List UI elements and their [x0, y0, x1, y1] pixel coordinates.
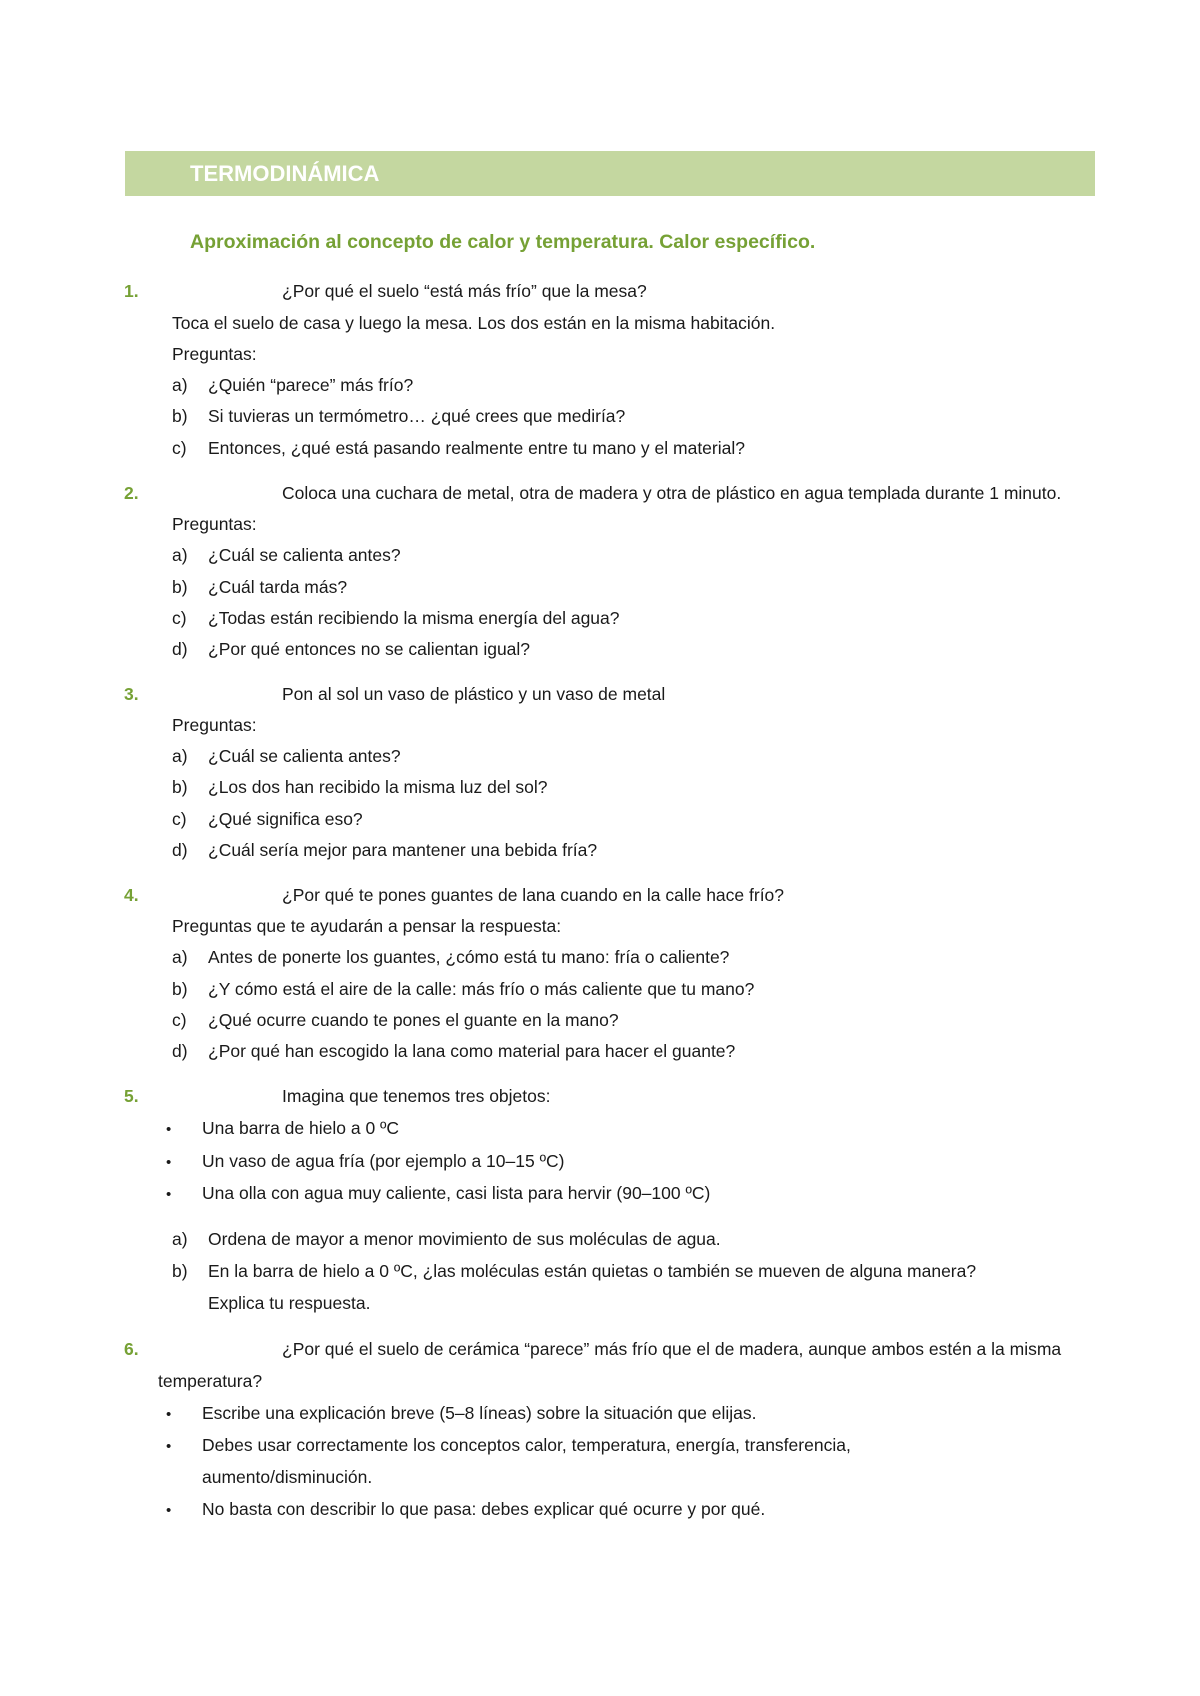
sub-label: d) — [172, 639, 188, 659]
sub-question — [172, 638, 530, 660]
sub-text: ¿Por qué han escogido la lana como material para hacer el guante? — [208, 1041, 736, 1061]
sub-label: c) — [172, 1010, 187, 1030]
sub-text: ¿Cuál sería mejor para mantener una bebida fría? — [208, 840, 598, 860]
sub-question — [172, 437, 745, 459]
question-number: 6. — [124, 1339, 139, 1359]
sub-text: ¿Todas están recibiendo la misma energía del agua? — [208, 608, 620, 628]
sub-label: c) — [172, 608, 187, 628]
sub-label: b) — [172, 406, 188, 426]
question-number: 2. — [124, 483, 139, 503]
question-text: ¿Por qué el suelo de cerámica “parece” más frío que el de madera, aunque ambos estén a la misma — [282, 1339, 1062, 1359]
bullet-marker: • — [166, 1186, 172, 1203]
bullet-marker: • — [166, 1438, 172, 1455]
sub-question — [172, 1260, 976, 1282]
question-intro: Preguntas que te ayudarán a pensar la respuesta: — [172, 916, 562, 936]
bullet-item — [166, 1402, 756, 1426]
bullet-text: Un vaso de agua fría (por ejemplo a 10–15 ºC) — [202, 1151, 565, 1171]
sub-question — [172, 544, 401, 566]
sub-text: ¿Cuál tarda más? — [208, 577, 348, 597]
sub-label: a) — [172, 746, 188, 766]
bullet-marker: • — [166, 1121, 172, 1138]
bullet-text: Escribe una explicación breve (5–8 líneas) sobre la situación que elijas. — [202, 1403, 757, 1423]
sub-text: ¿Cuál se calienta antes? — [208, 746, 401, 766]
bullet-text: Una barra de hielo a 0 ºC — [202, 1118, 400, 1138]
question-number: 5. — [124, 1086, 139, 1106]
sub-label: c) — [172, 438, 187, 458]
sub-question — [172, 405, 625, 427]
bullet-text: Debes usar correctamente los conceptos calor, temperatura, energía, transferencia, — [202, 1435, 851, 1455]
sub-question-continuation: Explica tu respuesta. — [208, 1293, 371, 1313]
question-number: 4. — [124, 885, 139, 905]
sub-label: a) — [172, 1229, 188, 1249]
sub-text: ¿Y cómo está el aire de la calle: más frío o más caliente que tu mano? — [208, 979, 755, 999]
question-1 — [124, 280, 647, 302]
sub-text: ¿Cuál se calienta antes? — [208, 545, 401, 565]
sub-label: a) — [172, 947, 188, 967]
bullet-item — [166, 1117, 399, 1141]
sub-label: d) — [172, 840, 188, 860]
question-intro: Preguntas: — [172, 514, 257, 534]
bullet-text: No basta con describir lo que pasa: debes explicar qué ocurre y por qué. — [202, 1499, 766, 1519]
sub-text: ¿Quién “parece” más frío? — [208, 375, 414, 395]
sub-question — [172, 1228, 721, 1250]
bullet-text: Una olla con agua muy caliente, casi lista para hervir (90–100 ºC) — [202, 1183, 711, 1203]
question-text: Pon al sol un vaso de plástico y un vaso de metal — [282, 684, 666, 704]
question-number: 3. — [124, 684, 139, 704]
document-subtitle: Aproximación al concepto de calor y temperatura. Calor específico. — [190, 231, 816, 253]
bullet-continuation: aumento/disminución. — [202, 1467, 373, 1487]
sub-text: En la barra de hielo a 0 ºC, ¿las moléculas están quietas o también se mueven de alguna manera? — [208, 1261, 977, 1281]
sub-question — [172, 576, 347, 598]
sub-question — [172, 1040, 735, 1062]
sub-label: b) — [172, 577, 188, 597]
sub-question — [172, 374, 413, 396]
sub-text: Entonces, ¿qué está pasando realmente entre tu mano y el material? — [208, 438, 745, 458]
question-number: 1. — [124, 281, 139, 301]
sub-text: ¿Qué significa eso? — [208, 809, 363, 829]
sub-text: Antes de ponerte los guantes, ¿cómo está tu mano: fría o caliente? — [208, 947, 730, 967]
bullet-item — [166, 1434, 851, 1458]
question-text: ¿Por qué el suelo “está más frío” que la mesa? — [282, 281, 647, 301]
sub-text: Si tuvieras un termómetro… ¿qué crees que mediría? — [208, 406, 626, 426]
sub-question — [172, 745, 401, 767]
question-intro: Preguntas: — [172, 344, 257, 364]
question-3 — [124, 683, 666, 705]
question-2 — [124, 482, 1062, 504]
question-intro: Preguntas: — [172, 715, 257, 735]
bullet-item — [166, 1498, 765, 1522]
question-4 — [124, 884, 785, 906]
question-text: Imagina que tenemos tres objetos: — [282, 1086, 551, 1106]
bullet-item — [166, 1182, 710, 1206]
question-text: ¿Por qué te pones guantes de lana cuando en la calle hace frío? — [282, 885, 785, 905]
sub-question — [172, 1009, 619, 1031]
sub-text: ¿Qué ocurre cuando te pones el guante en la mano? — [208, 1010, 619, 1030]
sub-text: ¿Por qué entonces no se calientan igual? — [208, 639, 531, 659]
sub-question — [172, 946, 729, 968]
bullet-marker: • — [166, 1406, 172, 1423]
question-intro: Toca el suelo de casa y luego la mesa. Los dos están en la misma habitación. — [172, 313, 776, 333]
sub-question — [172, 839, 597, 861]
sub-label: a) — [172, 375, 188, 395]
sub-label: a) — [172, 545, 188, 565]
question-text: Coloca una cuchara de metal, otra de madera y otra de plástico en agua templada durante 1 minuto. — [282, 483, 1062, 503]
bullet-item — [166, 1150, 564, 1174]
sub-question — [172, 607, 620, 629]
sub-label: b) — [172, 979, 188, 999]
question-5 — [124, 1085, 551, 1107]
sub-text: ¿Los dos han recibido la misma luz del sol? — [208, 777, 548, 797]
sub-label: b) — [172, 777, 188, 797]
sub-label: d) — [172, 1041, 188, 1061]
question-6 — [124, 1338, 1062, 1360]
sub-label: c) — [172, 809, 187, 829]
bullet-marker: • — [166, 1154, 172, 1171]
question-text-continuation: temperatura? — [158, 1371, 263, 1391]
sub-text: Ordena de mayor a menor movimiento de sus moléculas de agua. — [208, 1229, 721, 1249]
sub-label: b) — [172, 1261, 188, 1281]
sub-question — [172, 978, 754, 1000]
bullet-marker: • — [166, 1502, 172, 1519]
title-banner — [125, 151, 1095, 196]
sub-question — [172, 808, 363, 830]
document-title: TERMODINÁMICA — [190, 161, 380, 186]
sub-question — [172, 776, 547, 798]
